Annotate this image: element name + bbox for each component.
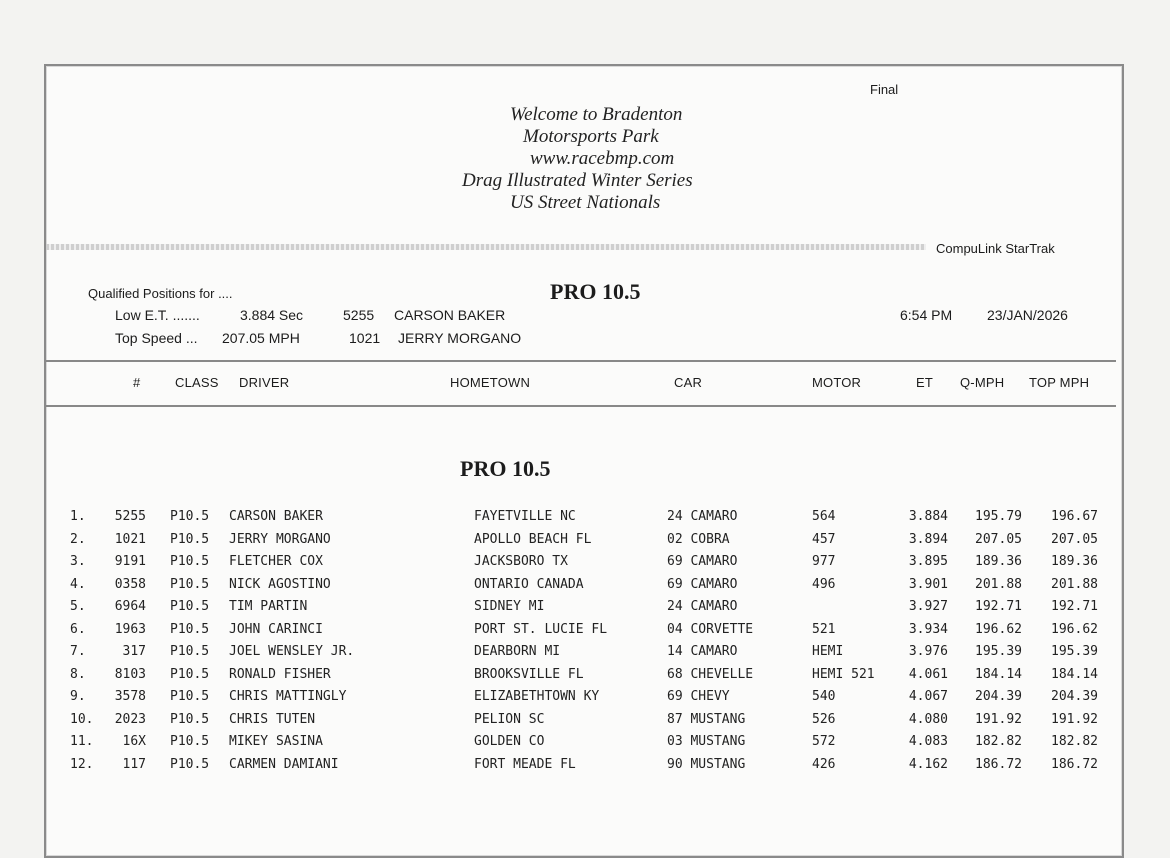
row-qmph: 207.05 xyxy=(975,531,1022,547)
row-car-number: 6964 xyxy=(114,599,146,614)
low-et-value: 3.884 Sec xyxy=(240,307,304,323)
row-et: 4.083 xyxy=(908,734,948,749)
row-position: 11. xyxy=(70,734,94,749)
row-car: 24 CAMARO xyxy=(667,509,738,524)
top-speed-value: 207.05 MPH xyxy=(222,330,300,346)
row-car: 03 MUSTANG xyxy=(667,734,746,749)
low-et-label: Low E.T. ....... xyxy=(115,307,200,323)
row-driver: CARSON BAKER xyxy=(229,509,323,524)
welcome-line: www.racebmp.com xyxy=(530,148,675,169)
row-hometown: JACKSBORO TX xyxy=(474,554,568,569)
table-row xyxy=(0,710,1170,733)
table-row xyxy=(0,597,1170,620)
row-qmph: 201.88 xyxy=(975,576,1022,592)
row-hometown: BROOKSVILLE FL xyxy=(474,666,584,682)
row-motor: HEMI xyxy=(812,644,844,659)
table-row xyxy=(0,755,1170,778)
header-rule-top xyxy=(46,360,1116,362)
row-top-mph: 192.71 xyxy=(1051,599,1098,614)
row-driver: FLETCHER COX xyxy=(229,554,323,569)
row-motor: HEMI 521 xyxy=(812,666,875,682)
col-num: # xyxy=(133,375,141,390)
row-top-mph: 201.88 xyxy=(1051,576,1098,592)
row-driver: JOEL WENSLEY JR. xyxy=(229,644,355,659)
row-top-mph: 184.14 xyxy=(1051,666,1098,682)
row-motor: 457 xyxy=(812,531,836,547)
col-class: CLASS xyxy=(175,375,219,390)
table-row xyxy=(0,530,1170,553)
row-driver: CHRIS MATTINGLY xyxy=(229,689,347,704)
table-row xyxy=(0,642,1170,665)
welcome-banner xyxy=(420,104,810,214)
row-hometown: ONTARIO CANADA xyxy=(474,576,584,592)
row-position: 6. xyxy=(70,621,86,637)
row-et: 3.927 xyxy=(908,599,948,614)
row-hometown: GOLDEN CO xyxy=(474,734,545,749)
row-driver: JOHN CARINCI xyxy=(229,621,323,637)
row-class: P10.5 xyxy=(170,599,210,614)
row-class: P10.5 xyxy=(170,509,210,524)
brand-label: CompuLink StarTrak xyxy=(936,241,1055,256)
row-position: 4. xyxy=(70,576,86,592)
row-class: P10.5 xyxy=(170,734,210,749)
row-car-number: 1021 xyxy=(114,531,146,547)
row-class: P10.5 xyxy=(170,531,210,547)
row-et: 3.894 xyxy=(908,531,948,547)
row-et: 4.061 xyxy=(908,666,948,682)
welcome-line: Motorsports Park xyxy=(523,126,659,147)
report-time: 6:54 PM xyxy=(900,307,953,323)
row-driver: CHRIS TUTEN xyxy=(229,711,316,727)
row-car-number: 117 xyxy=(122,756,146,772)
row-top-mph: 195.39 xyxy=(1051,644,1098,659)
row-car-number: 5255 xyxy=(114,509,146,524)
row-hometown: FORT MEADE FL xyxy=(474,756,576,772)
col-top-mph: TOP MPH xyxy=(1029,375,1090,390)
row-class: P10.5 xyxy=(170,644,210,659)
row-class: P10.5 xyxy=(170,689,210,704)
top-speed-driver: JERRY MORGANO xyxy=(398,330,522,346)
row-position: 12. xyxy=(70,756,94,772)
row-top-mph: 189.36 xyxy=(1051,554,1098,569)
header-rule-bottom xyxy=(46,405,1116,407)
col-motor: MOTOR xyxy=(812,375,862,390)
row-qmph: 195.79 xyxy=(975,509,1022,524)
table-row xyxy=(0,552,1170,575)
row-top-mph: 182.82 xyxy=(1051,734,1098,749)
row-car: 14 CAMARO xyxy=(667,644,738,659)
row-qmph: 189.36 xyxy=(975,554,1022,569)
row-hometown: ELIZABETHTOWN KY xyxy=(474,689,600,704)
low-et-driver: CARSON BAKER xyxy=(394,307,506,323)
col-qmph: Q-MPH xyxy=(960,375,1005,390)
row-qmph: 195.39 xyxy=(975,644,1022,659)
status-label: Final xyxy=(870,82,899,97)
top-speed-label: Top Speed ... xyxy=(115,330,198,346)
table-row xyxy=(0,687,1170,710)
row-car: 68 CHEVELLE xyxy=(667,666,754,682)
row-qmph: 204.39 xyxy=(975,689,1022,704)
row-motor: 564 xyxy=(812,509,836,524)
row-qmph: 196.62 xyxy=(975,621,1022,637)
row-car: 87 MUSTANG xyxy=(667,711,746,727)
row-car: 69 CAMARO xyxy=(667,576,738,592)
row-car: 90 MUSTANG xyxy=(667,756,746,772)
results-table xyxy=(0,507,1170,777)
row-car: 69 CAMARO xyxy=(667,554,738,569)
qualified-title: Qualified Positions for .... xyxy=(88,286,233,301)
section-title: PRO 10.5 xyxy=(460,456,551,481)
row-car: 02 COBRA xyxy=(667,531,730,547)
row-et: 4.162 xyxy=(908,756,948,772)
row-motor: 526 xyxy=(812,711,836,727)
row-qmph: 184.14 xyxy=(975,666,1022,682)
row-class: P10.5 xyxy=(170,666,210,682)
row-et: 4.080 xyxy=(908,711,948,727)
row-qmph: 191.92 xyxy=(975,711,1022,727)
row-top-mph: 196.67 xyxy=(1051,509,1098,524)
row-class: P10.5 xyxy=(170,576,210,592)
row-top-mph: 196.62 xyxy=(1051,621,1098,637)
col-et: ET xyxy=(916,375,934,390)
row-hometown: PELION SC xyxy=(474,711,545,727)
dotted-divider xyxy=(46,244,926,250)
row-hometown: DEARBORN MI xyxy=(474,644,561,659)
row-car: 04 CORVETTE xyxy=(667,621,754,637)
row-top-mph: 186.72 xyxy=(1051,756,1098,772)
table-row xyxy=(0,575,1170,598)
row-position: 10. xyxy=(70,711,94,727)
row-top-mph: 191.92 xyxy=(1051,711,1098,727)
row-hometown: PORT ST. LUCIE FL xyxy=(474,621,608,637)
table-row xyxy=(0,620,1170,643)
col-car: CAR xyxy=(674,375,703,390)
row-et: 3.934 xyxy=(908,621,948,637)
row-position: 3. xyxy=(70,554,86,569)
row-qmph: 192.71 xyxy=(975,599,1022,614)
row-car-number: 16X xyxy=(122,734,146,749)
welcome-line: Drag Illustrated Winter Series xyxy=(462,170,693,191)
row-driver: JERRY MORGANO xyxy=(229,531,331,547)
welcome-line: Welcome to Bradenton xyxy=(510,104,683,125)
row-et: 3.976 xyxy=(908,644,948,659)
row-et: 3.895 xyxy=(908,554,948,569)
row-motor: 977 xyxy=(812,554,836,569)
table-row xyxy=(0,732,1170,755)
row-class: P10.5 xyxy=(170,711,210,727)
row-motor: 426 xyxy=(812,756,836,772)
row-et: 4.067 xyxy=(908,689,948,704)
row-motor: 572 xyxy=(812,734,836,749)
row-qmph: 186.72 xyxy=(975,756,1022,772)
row-car-number: 0358 xyxy=(114,576,146,592)
row-driver: TIM PARTIN xyxy=(229,599,308,614)
row-et: 3.901 xyxy=(908,576,948,592)
low-et-car: 5255 xyxy=(343,307,375,323)
row-motor: 521 xyxy=(812,621,836,637)
row-driver: NICK AGOSTINO xyxy=(229,576,331,592)
row-car-number: 1963 xyxy=(114,621,146,637)
row-car-number: 317 xyxy=(122,644,146,659)
event-title: PRO 10.5 xyxy=(550,279,641,304)
row-driver: CARMEN DAMIANI xyxy=(229,756,339,772)
table-row xyxy=(0,665,1170,688)
row-car-number: 8103 xyxy=(114,666,146,682)
table-row xyxy=(0,507,1170,530)
row-top-mph: 207.05 xyxy=(1051,531,1098,547)
col-hometown: HOMETOWN xyxy=(450,375,531,390)
row-motor: 540 xyxy=(812,689,836,704)
row-top-mph: 204.39 xyxy=(1051,689,1098,704)
row-class: P10.5 xyxy=(170,756,210,772)
row-position: 2. xyxy=(70,531,86,547)
row-position: 5. xyxy=(70,599,86,614)
row-car: 24 CAMARO xyxy=(667,599,738,614)
top-speed-car: 1021 xyxy=(349,330,381,346)
row-driver: RONALD FISHER xyxy=(229,666,331,682)
row-car-number: 3578 xyxy=(114,689,146,704)
row-motor: 496 xyxy=(812,576,836,592)
row-car-number: 9191 xyxy=(114,554,146,569)
welcome-line: US Street Nationals xyxy=(510,192,661,213)
row-et: 3.884 xyxy=(908,509,948,524)
row-position: 7. xyxy=(70,644,86,659)
row-hometown: APOLLO BEACH FL xyxy=(474,531,592,547)
row-class: P10.5 xyxy=(170,554,210,569)
row-driver: MIKEY SASINA xyxy=(229,734,323,749)
row-class: P10.5 xyxy=(170,621,210,637)
row-car-number: 2023 xyxy=(114,711,146,727)
row-hometown: FAYETVILLE NC xyxy=(474,509,576,524)
row-qmph: 182.82 xyxy=(975,734,1022,749)
row-position: 1. xyxy=(70,509,86,524)
row-car: 69 CHEVY xyxy=(667,689,730,704)
row-position: 9. xyxy=(70,689,86,704)
row-hometown: SIDNEY MI xyxy=(474,599,545,614)
col-driver: DRIVER xyxy=(239,375,290,390)
report-date: 23/JAN/2026 xyxy=(987,307,1068,323)
row-position: 8. xyxy=(70,666,86,682)
